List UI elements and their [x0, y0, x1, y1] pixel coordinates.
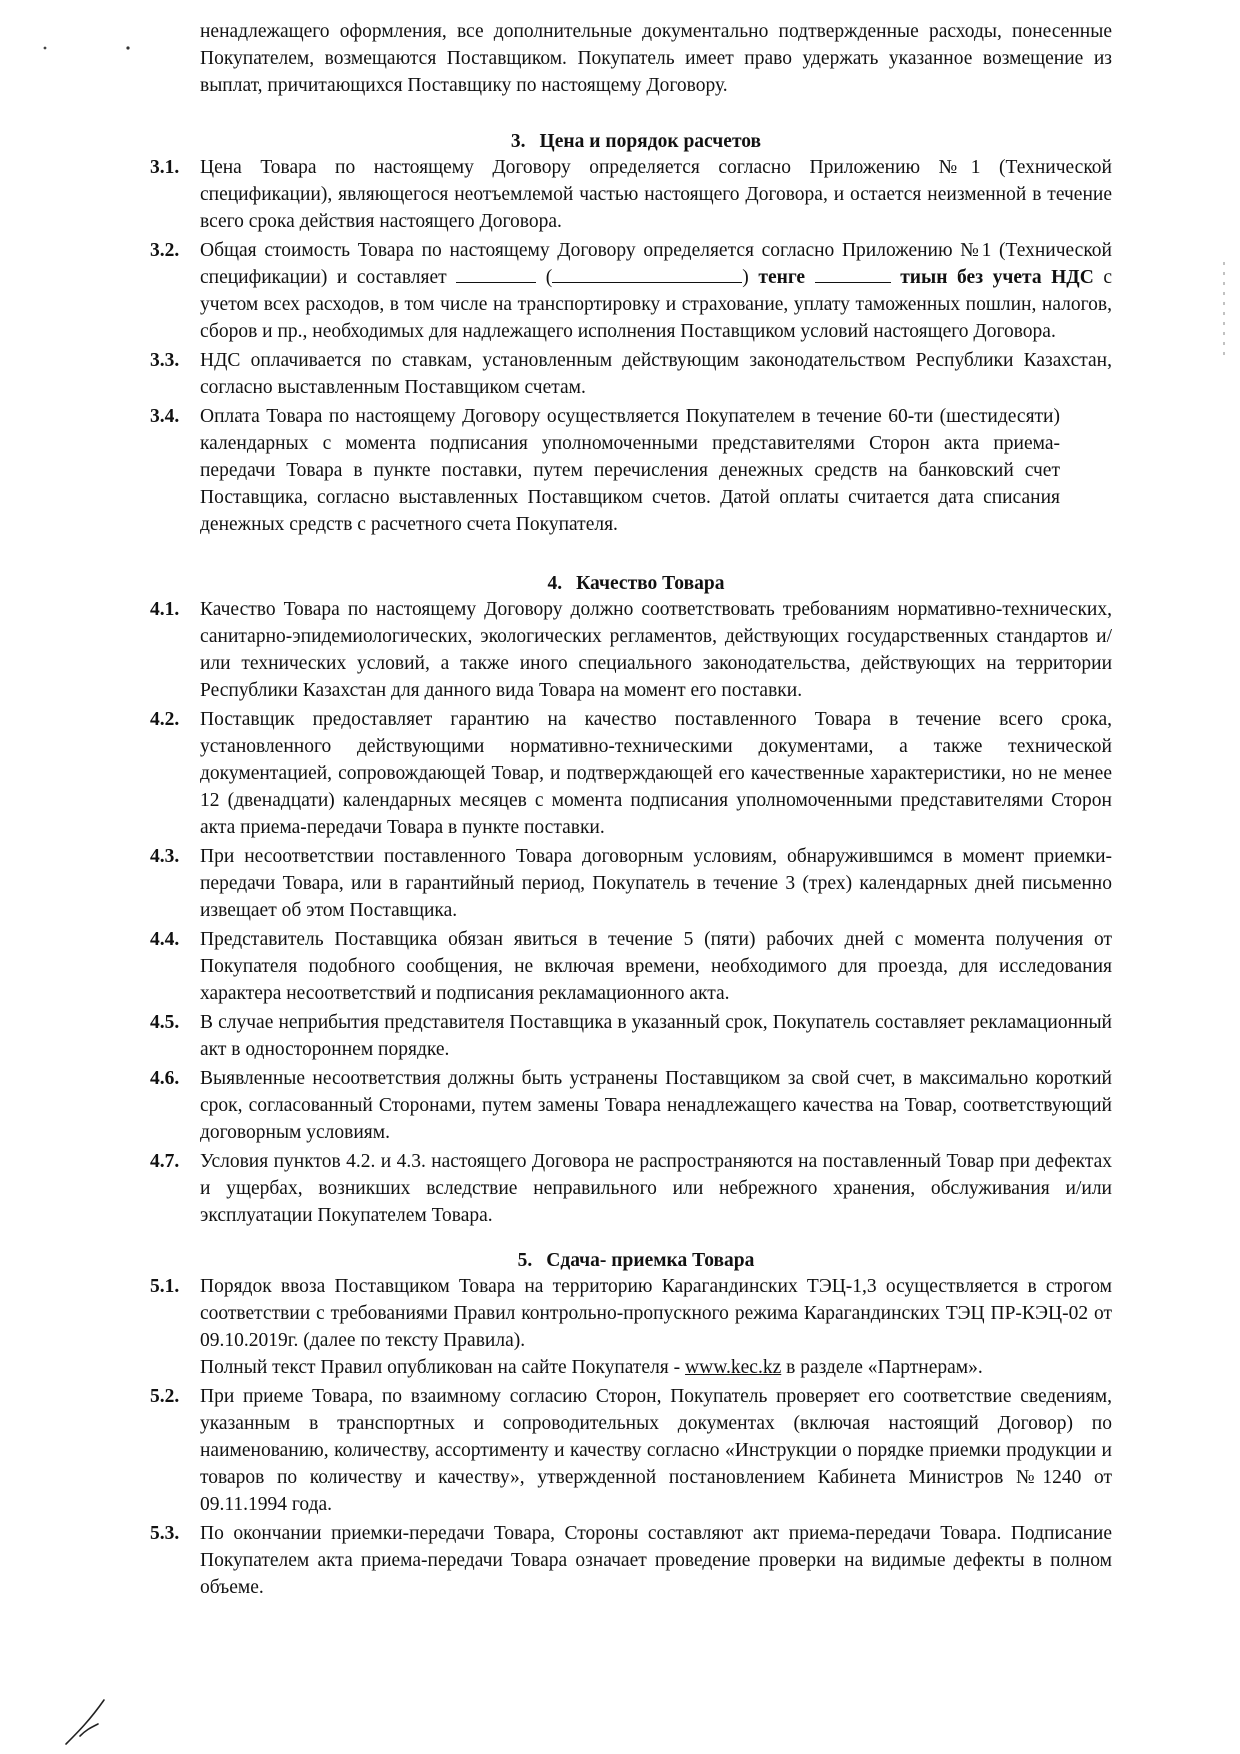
section-number: 3. [510, 131, 526, 152]
amount-words-blank[interactable] [552, 264, 742, 283]
clause-number: 4.1. [150, 599, 180, 620]
clause-text: При приеме Товара, по взаимному согласию Сторон, Покупатель проверяет его соответствие сведениям, указанным в транспортных и сопроводительных документах (включая настоящий Договор) по наименованию, количеству, ассортименту и качеству согласно «Инструкции о порядке приемки продукции и товаров по количеству и качеству», утвержденной постановлением Кабинета Министров №1240 от 09.11.1994 года. [200, 1386, 1112, 1515]
clause [150, 237, 1112, 345]
clause-number: 4.4. [150, 929, 180, 950]
clause-number: 4.2. [150, 709, 180, 730]
clause-text: Выявленные несоответствия должны быть устранены Поставщиком за свой счет, в максимально короткий срок, согласованный Сторонами, путем замены Товара ненадлежащего качества на Товар, соответствующий договорным условиям. [200, 1068, 1112, 1143]
clause-number: 3.3. [150, 350, 180, 371]
clause [150, 926, 1112, 1007]
clause-number: 4.5. [150, 1012, 180, 1033]
section-title: Цена и порядок расчетов [539, 131, 762, 152]
clause [150, 1383, 1112, 1518]
clause [150, 596, 1112, 704]
clause-text-part: с учетом всех расходов, в том числе на транспортировку и страхование, уплату таможенных пошлин, налогов, сборов и пр., необходимых для надлежащего исполнения Поставщиком условий настоящего Договора. [200, 267, 1113, 342]
clause [150, 154, 1112, 235]
clause [150, 1065, 1112, 1146]
section-heading [180, 128, 1092, 155]
section-title: Качество Товара [576, 573, 725, 594]
clause-number: 3.2. [150, 240, 180, 261]
section-number: 4. [547, 573, 563, 594]
clause-text: По окончании приемки-передачи Товара, Стороны составляют акт приема-передачи Товара. Подписание Покупателем акта приема-передачи Товара означает проведение проверки на видимые дефекты в полном объеме. [200, 1523, 1112, 1598]
amount-blank[interactable] [456, 264, 536, 283]
section-3 [150, 154, 1112, 538]
clause [150, 347, 1112, 401]
clause [150, 1009, 1112, 1063]
clause [150, 1520, 1112, 1601]
paren-open: ( [545, 267, 553, 288]
clause-text: НДС оплачивается по ставкам, установленным действующим законодательством Республики Казахстан, согласно выставленным Поставщиком счетам. [200, 350, 1112, 398]
vat-label: тиын без учета НДС [900, 267, 1094, 288]
clause-number: 4.3. [150, 846, 180, 867]
website-link[interactable]: www.kec.kz [685, 1357, 782, 1378]
clause-text: Оплата Товара по настоящему Договору осуществляется Покупателем в течение 60-ти (шестидесяти) календарных с момента подписания уполномоченными представителями Сторон акта приема-передачи Товара в пункте поставки, путем перечисления денежных средств на банковский счет Поставщика, согласно выставленных Поставщиком счетов. Датой оплаты считается дата списания денежных средств с расчетного счета Покупателя. [200, 406, 1060, 535]
clause-text: При несоответствии поставленного Товара договорным условиям, обнаружившимся в момент приемки-передачи Товара, или в гарантийный период, Покупатель в течение 3 (трех) календарных дней письменно извещает об этом Поставщика. [200, 846, 1112, 921]
clause-text: Цена Товара по настоящему Договору определяется согласно Приложению №1 (Технической спецификации), являющегося неотъемлемой частью настоящего Договора, и остается неизменной в течение всего срока действия настоящего Договора. [200, 157, 1112, 232]
clause-text [200, 1354, 1112, 1381]
clause-number: 4.7. [150, 1151, 180, 1172]
clause-number: 3.1. [150, 157, 180, 178]
clause [150, 403, 1112, 538]
clause-text-part: Полный текст Правил опубликован на сайте Покупателя - [200, 1357, 681, 1378]
currency-label: тенге [758, 267, 806, 288]
signature-mark [60, 1690, 120, 1750]
clause-number: 4.6. [150, 1068, 180, 1089]
clause-text-part: в разделе «Партнерам». [786, 1357, 983, 1378]
section-heading [180, 570, 1092, 597]
clause-number: 5.1. [150, 1276, 180, 1297]
section-title: Сдача- приемка Товара [546, 1250, 755, 1271]
tiyn-blank[interactable] [815, 264, 891, 283]
clause [150, 706, 1112, 841]
clause [150, 1148, 1112, 1229]
clause-text: Представитель Поставщика обязан явиться в течение 5 (пяти) рабочих дней с момента получения от Покупателя подобного сообщения, не включая времени, необходимого для проезда, для исследования характера несоответствий и подписания рекламационного акта. [200, 929, 1112, 1004]
clause-text [200, 237, 1112, 345]
clause [150, 1273, 1112, 1381]
clause-number: 5.2. [150, 1386, 180, 1407]
section-4 [150, 596, 1112, 1229]
clause-text: Порядок ввоза Поставщиком Товара на территорию Карагандинских ТЭЦ-1,3 осуществляется в строгом соответствии с требованиями Правил контрольно-пропускного режима Карагандинских ТЭЦ ПР-КЭЦ-02 от 09.10.2019г. (далее по тексту Правила). [200, 1276, 1112, 1351]
clause [150, 843, 1112, 924]
clause-text: Поставщик предоставляет гарантию на качество поставленного Товара в течение всего срока, установленного действующими нормативно-техническими документами, а также технической документацией, сопровождающей Товар, и подтверждающей его качественные характеристики, но не менее 12 (двенадцати) календарных месяцев с момента подписания уполномоченными представителями Сторон акта приема-передачи Товара в пункте поставки. [200, 709, 1112, 838]
clause-text: Качество Товара по настоящему Договору должно соответствовать требованиям нормативно-технических, санитарно-эпидемиологических, экологических регламентов, действующих государственных стандартов и/или технических условий, а также иного специального законодательства, действующих на территории Республики Казахстан для данного вида Товара на момент его поставки. [200, 599, 1112, 701]
paren-close: ) [742, 267, 749, 288]
section-number: 5. [517, 1250, 533, 1271]
clause-number: 5.3. [150, 1523, 180, 1544]
clause-text: В случае неприбытия представителя Поставщика в указанный срок, Покупатель составляет рекламационный акт в одностороннем порядке. [200, 1012, 1112, 1060]
section-heading [180, 1247, 1092, 1274]
section-5 [150, 1273, 1112, 1601]
clause-text-part: Общая стоимость Товара по настоящему Договору определяется согласно Приложению №1 (Технической спецификации) и составляет [200, 240, 1112, 288]
clause-number: 3.4. [150, 406, 180, 427]
clause-text: Условия пунктов 4.2. и 4.3. настоящего Договора не распространяются на поставленный Товар при дефектах и ущербах, возникших вследствие неправильного или небрежного хранения, обслуживания и/или эксплуатации Покупателем Товара. [200, 1151, 1112, 1226]
intro-paragraph: ненадлежащего оформления, все дополнительные документально подтвержденные расходы, понесенные Покупателем, возмещаются Поставщиком. Покупатель имеет право удержать указанное возмещение из выплат, причитающихся Поставщику по настоящему Договору. [200, 21, 1112, 96]
